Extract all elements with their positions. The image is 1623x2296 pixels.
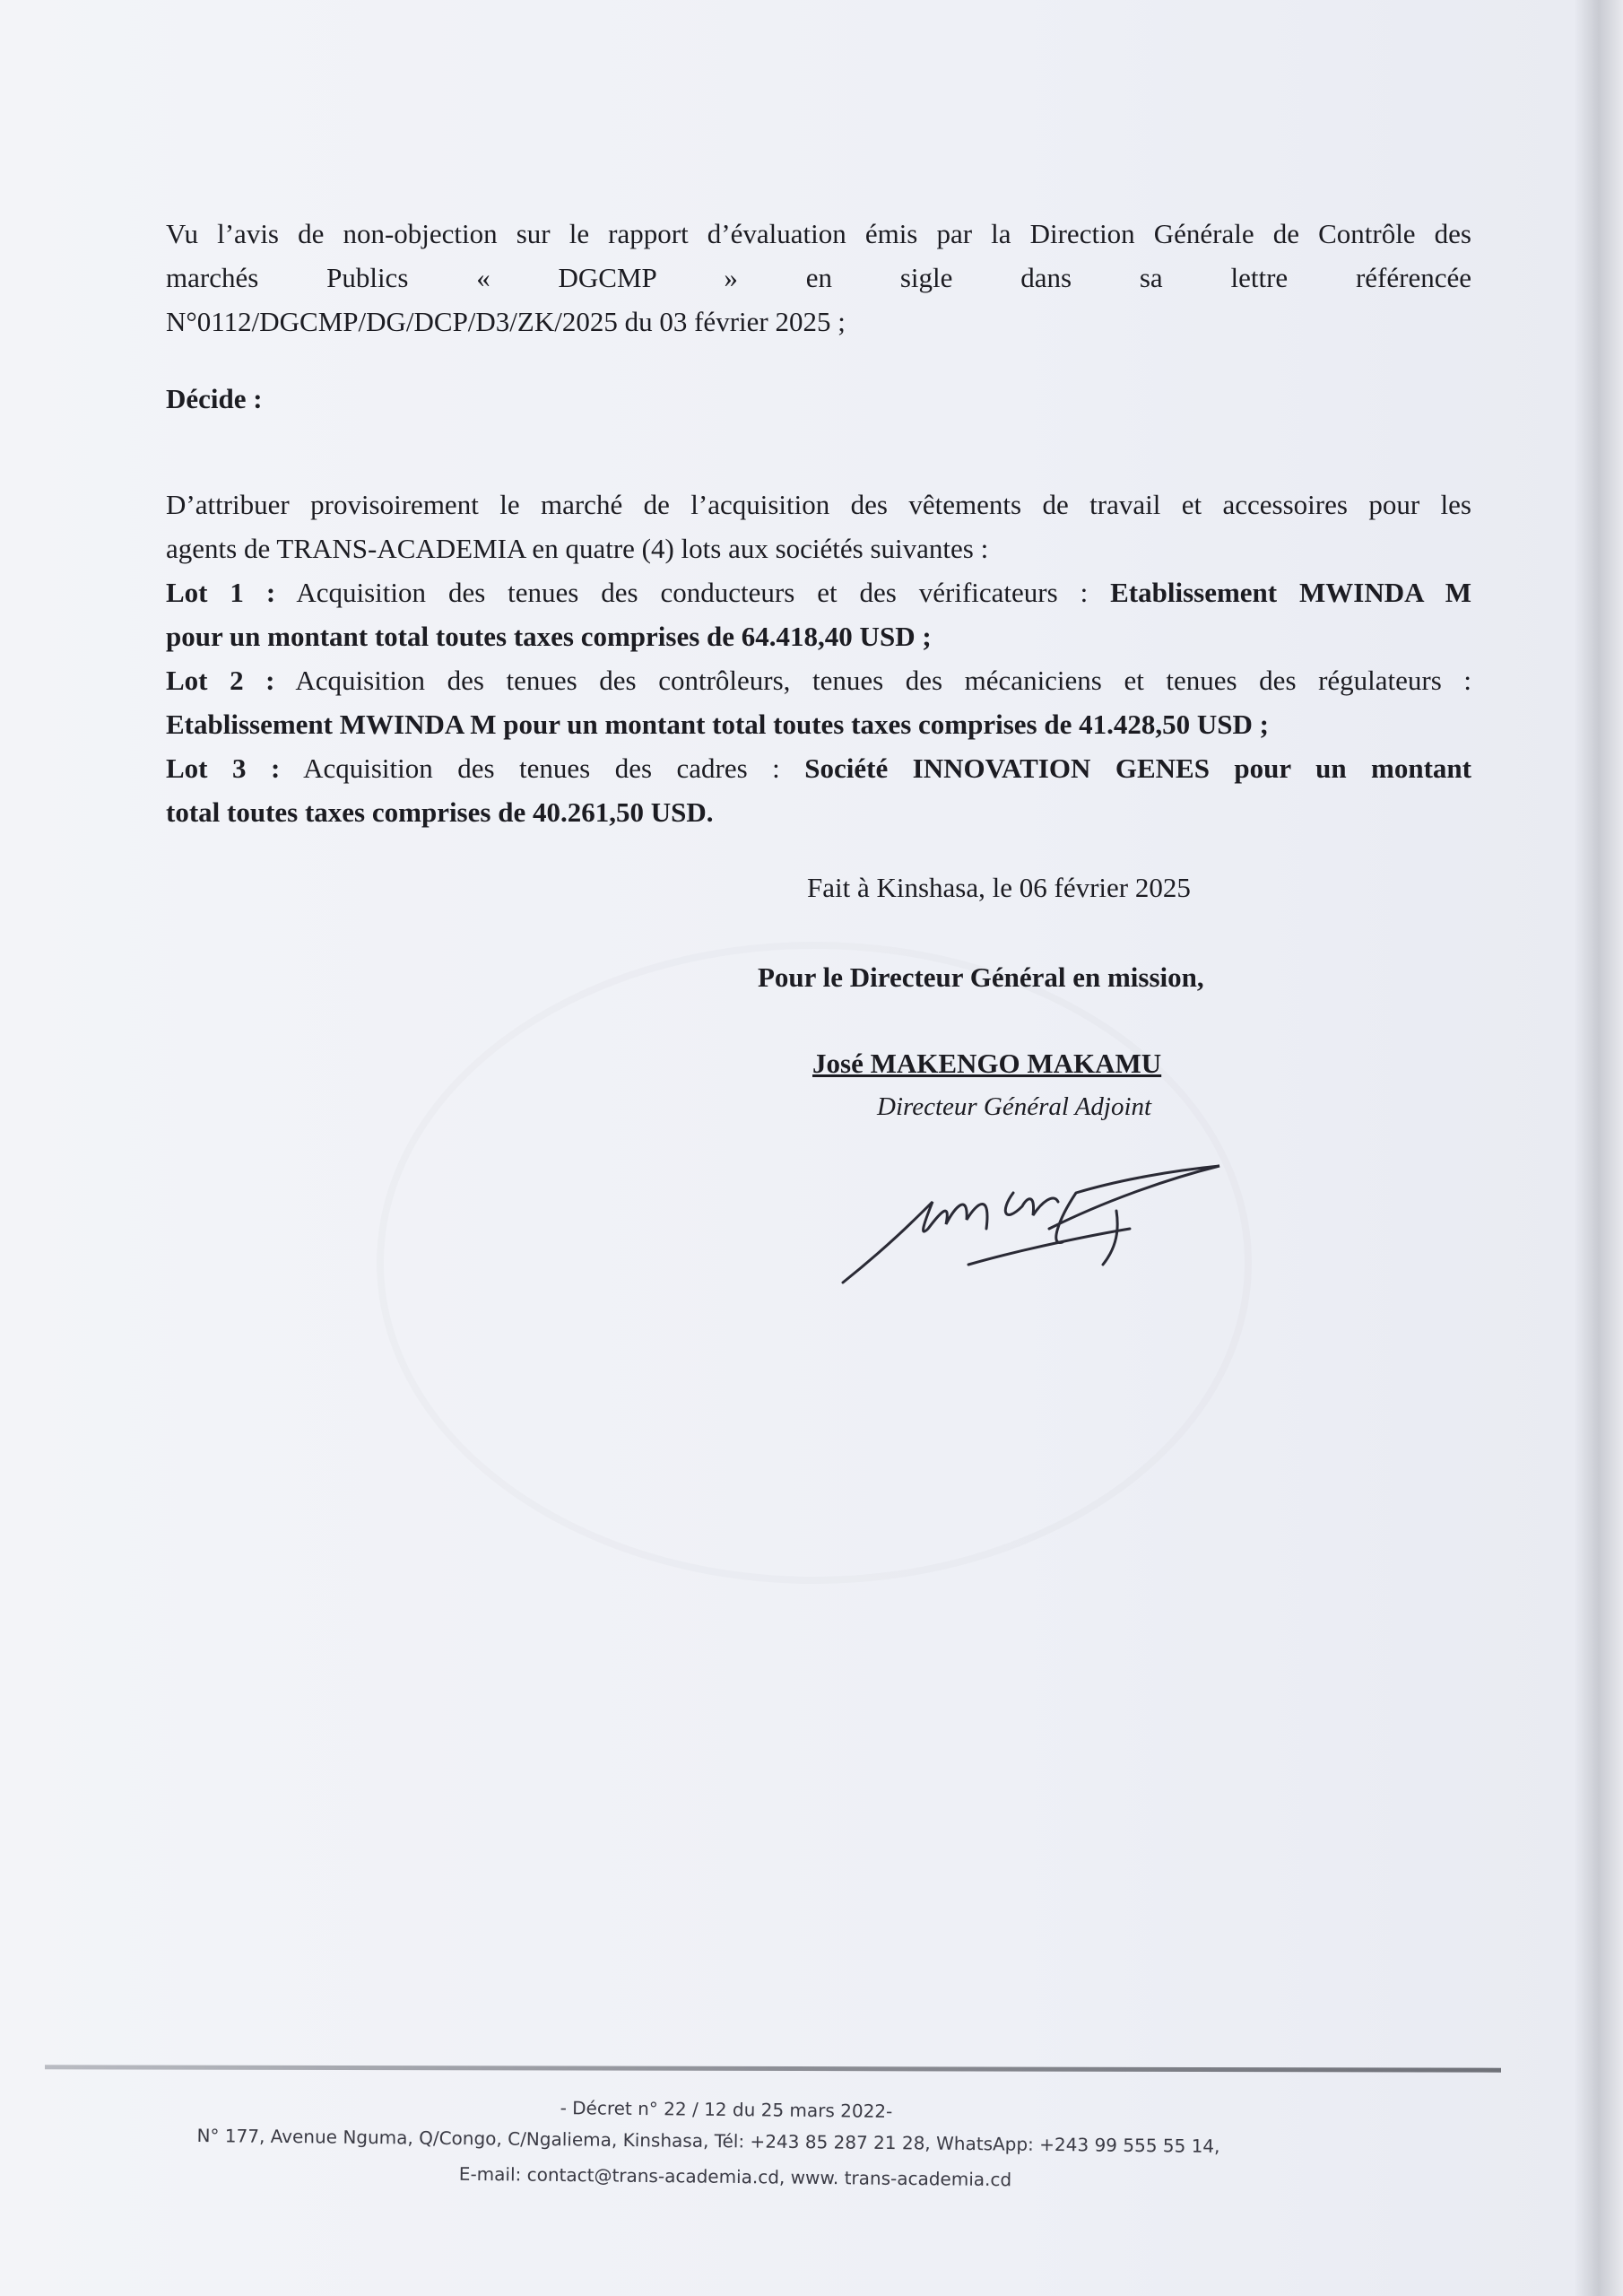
text-line: Vu l’avis de non-objection sur le rapport d’évaluation émis par la Direction Générale de Contrôle des: [166, 218, 1471, 249]
lot-desc: Acquisition des tenues des cadres :: [280, 752, 805, 784]
text-line: N°0112/DGCMP/DG/DCP/D3/ZK/2025 du 03 février 2025 ;: [166, 306, 846, 337]
footer-divider: [45, 2065, 1501, 2072]
lot-award: Société INNOVATION GENES pour un montant: [804, 752, 1471, 784]
lot-3: [166, 746, 1471, 790]
lot-2: [166, 658, 1471, 702]
lot-label: Lot 1 :: [166, 577, 276, 608]
attribution-paragraph: [166, 483, 1471, 834]
signature: [834, 1139, 1237, 1300]
lot-award: Etablissement MWINDA M: [1110, 577, 1471, 608]
lot-desc: Acquisition des tenues des conducteurs et des vérificateurs :: [275, 577, 1111, 608]
lot-desc: Acquisition des tenues des contrôleurs, tenues des mécaniciens et tenues des régulateurs :: [274, 665, 1472, 696]
footer-decree: - Décret n° 22 / 12 du 25 mars 2022-: [560, 2097, 893, 2122]
lot-award: total toutes taxes comprises de 40.261,50 USD.: [166, 796, 714, 828]
lot-award: pour un montant total toutes taxes comprises de 64.418,40 USD ;: [166, 621, 932, 652]
text-line: D’attribuer provisoirement le marché de l’acquisition des vêtements de travail et accessoires pour les: [166, 489, 1471, 520]
decide-heading: Décide :: [166, 383, 263, 414]
signatory-title: Directeur Général Adjoint: [877, 1092, 1152, 1121]
text-line: marchés Publics « DGCMP » en sigle dans sa lettre référencée: [166, 262, 1471, 293]
lot-label: Lot 2 :: [166, 665, 275, 696]
text-line: agents de TRANS-ACADEMIA en quatre (4) lots aux sociétés suivantes :: [166, 533, 989, 564]
footer-contact: E-mail: contact@trans-academia.cd, www. trans-academia.cd: [458, 2162, 1012, 2191]
on-behalf: Pour le Directeur Général en mission,: [758, 961, 1204, 993]
lot-label: Lot 3 :: [166, 752, 281, 784]
place-date: Fait à Kinshasa, le 06 février 2025: [807, 872, 1191, 903]
paragraph-vu: [166, 212, 1471, 344]
lot-1: [166, 570, 1471, 614]
footer-address: N° 177, Avenue Nguma, Q/Congo, C/Ngaliema, Kinshasa, Tél: +243 85 287 21 28, WhatsApp: +243 99 555 55 14,: [196, 2125, 1220, 2157]
signatory-name: José MAKENGO MAKAMU: [812, 1048, 1162, 1079]
lot-award: Etablissement MWINDA M pour un montant total toutes taxes comprises de 41.428,50 USD ;: [166, 709, 1269, 740]
